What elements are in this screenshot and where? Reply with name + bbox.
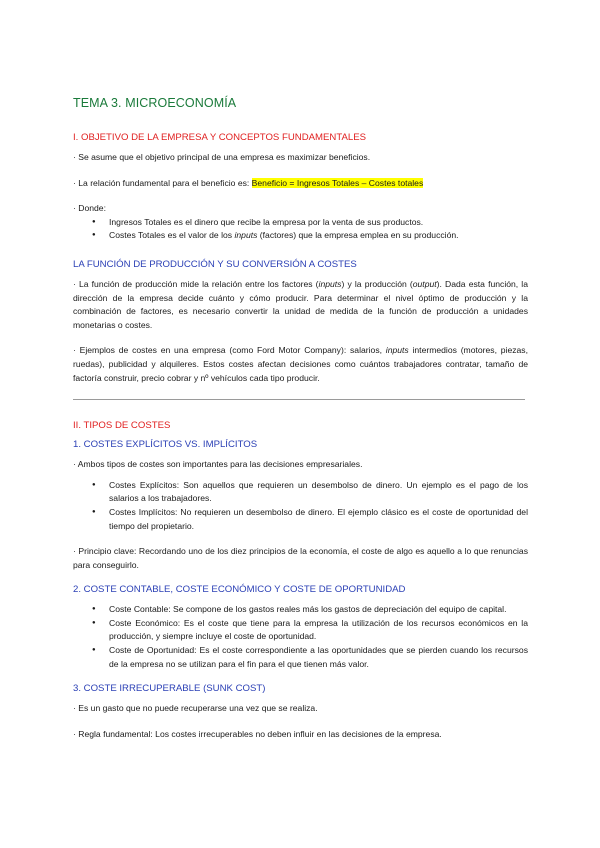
bullet-list: [73, 603, 528, 671]
paragraph: [73, 344, 528, 385]
paragraph: · Regla fundamental: Los costes irrecuperables no deben influir en las decisiones de la empresa.: [73, 728, 442, 739]
section-heading-funcion-produccion: LA FUNCIÓN DE PRODUCCIÓN Y SU CONVERSIÓN A COSTES: [73, 258, 357, 270]
text: · Ejemplos de costes en una empresa (como Ford Motor Company): salarios,: [73, 345, 386, 356]
paragraph-relacion: [73, 177, 528, 191]
text: · La función de producción mide la relación entre los factores (: [73, 278, 319, 289]
text: ). Dada esta función, la dirección de la empresa decide cuánto y cómo producir. Para determinar el nivel óptimo de producción y la combinación de factores, es necesario convertir la unidad de medida de la función de producción a unidades monetarias o costes.: [73, 278, 528, 330]
paragraph: · Ambos tipos de costes son importantes para las decisiones empresariales.: [73, 459, 363, 470]
text: · La relación fundamental para el beneficio es:: [73, 177, 252, 188]
paragraph: [73, 278, 528, 332]
text: ) y la producción (: [341, 278, 413, 289]
subsection-heading-contable: 2. COSTE CONTABLE, COSTE ECONÓMICO Y COSTE DE OPORTUNIDAD: [73, 584, 406, 596]
paragraph: · Es un gasto que no puede recuperarse una vez que se realiza.: [73, 703, 318, 714]
bullet-list: [73, 479, 528, 533]
list-item: ● Coste Contable: Se compone de los gastos reales más los gastos de depreciación del equipo de capital.: [109, 603, 528, 617]
list-item: ● Coste Económico: Es el coste que tiene para la empresa la utilización de los recursos económicos en la producción, y siempre incluye el coste de oportunidad.: [109, 617, 528, 644]
highlighted-formula: Beneficio = Ingresos Totales – Costes totales: [251, 177, 424, 188]
text: intermedios (motores, piezas, ruedas), publicidad y alquileres. Estos costes afectan decisiones como cuántos trabajadores contratar, tamaño de factoría construir, precio cobrar y nº vehículos cada tipo producir.: [73, 345, 528, 383]
subsection-heading-irrecuperable: 3. COSTE IRRECUPERABLE (SUNK COST): [73, 683, 266, 695]
emphasis: output: [412, 278, 437, 289]
emphasis: inputs: [318, 278, 342, 289]
text: Costes Totales es el valor de los: [109, 230, 235, 241]
document-content: [73, 96, 528, 741]
list-item: ● Coste de Oportunidad: Es el coste correspondiente a las oportunidades que se pierden cuando los recursos de la empresa no se utilizan para el fin para el que tienen más valor.: [109, 644, 528, 671]
horizontal-divider: [73, 399, 525, 400]
list-item: ● Ingresos Totales es el dinero que recibe la empresa por la venta de sus productos.: [109, 216, 528, 230]
page-title: TEMA 3. MICROECONOMÍA: [73, 96, 237, 110]
paragraph: · Principio clave: Recordando uno de los diez principios de la economía, el coste de algo es aquello a lo que renuncias para conseguirlo.: [73, 546, 528, 570]
list-item: ● Costes Explícitos: Son aquellos que requieren un desembolso de dinero. Un ejemplo es el pago de los salarios a los trabajadores.: [109, 479, 528, 506]
emphasis: inputs: [234, 230, 258, 241]
bullet-list: [73, 216, 528, 243]
paragraph: · Se asume que el objetivo principal de una empresa es maximizar beneficios.: [73, 152, 371, 162]
section-heading-tipos-costes: II. TIPOS DE COSTES: [73, 420, 171, 432]
section-heading-objetivo: I. OBJETIVO DE LA EMPRESA Y CONCEPTOS FUNDAMENTALES: [73, 132, 367, 143]
list-item: ● Costes Implícitos: No requieren un desembolso de dinero. El ejemplo clásico es el coste de oportunidad del tiempo del propietario.: [109, 506, 528, 533]
list-item: [109, 229, 528, 243]
paragraph: · Donde:: [73, 203, 106, 214]
subsection-heading-explicitos: 1. COSTES EXPLÍCITOS VS. IMPLÍCITOS: [73, 439, 258, 451]
emphasis: inputs: [385, 345, 409, 356]
text: (factores) que la empresa emplea en su producción.: [257, 230, 459, 241]
